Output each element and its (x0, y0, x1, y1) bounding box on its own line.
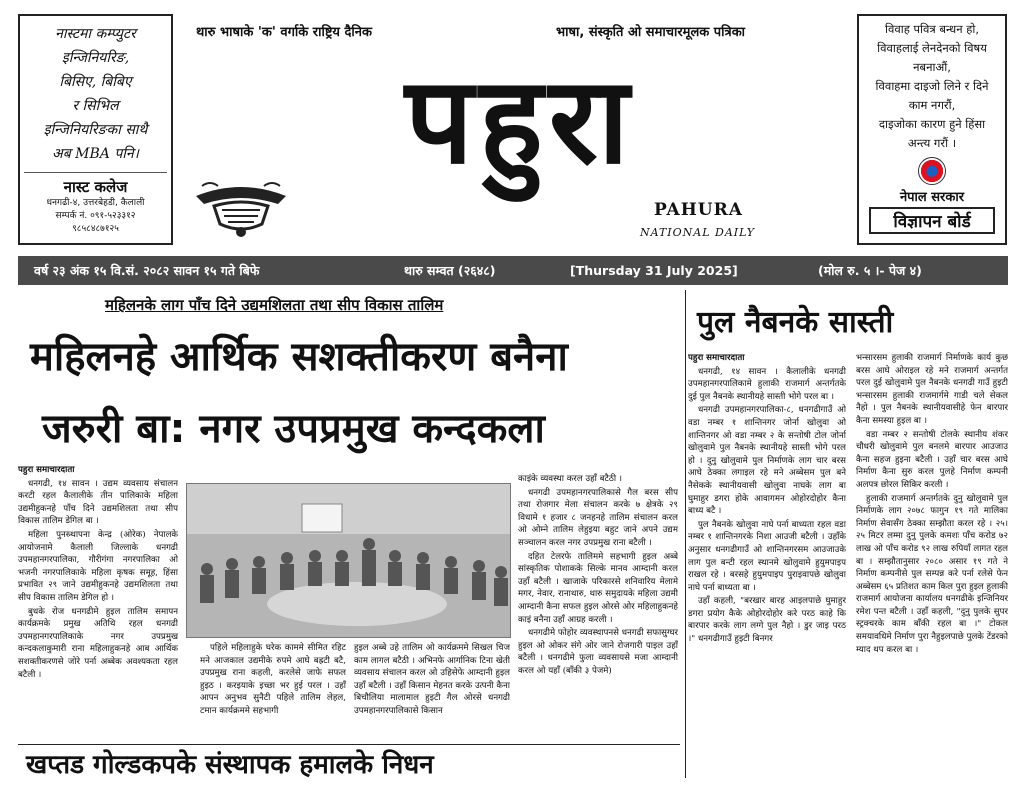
column-divider (685, 290, 686, 778)
ad-line: र सिभिल (72, 98, 119, 114)
issue-date: [Thursday 31 July 2025] (570, 263, 738, 278)
paragraph: काइंके व्यवस्था करल उहाँ बटैठी । (518, 474, 623, 484)
second-headline: पुल नैबनके सास्ती (697, 305, 894, 340)
issue-volume: वर्ष २३ अंक १५ वि.सं. २०८२ सावन १५ गते बिफे (34, 263, 260, 278)
paragraph: धनगढी उपमहानगरपालिका-८, धनगढीगाउँ ओ वडा नम्बर १ शान्तिनगर जोर्ना खोलुवा ओ शान्तिनगर ओ वडा नम्बर २ के सन्तोषी टोल जोर्ना खोलुवामे पुल नैबनके स्थानीयहे सास्ती भोगे परल हो । दुनु खोलुवामे पुल निर्माणके लाग चार बरस आघे ठेक्का लगाइल रहे मने अब्बेसम पुल बने नैसेकके स्थानीयवासी खोलुवा नाघके लाग बा घुमाहुर डगरा होके आवागमन ओहोरदोहोर कैना बाध्य बटै । (688, 405, 846, 517)
paragraph: धनगढी, १४ सावन । कैलालीके धनगढी उपमहानगरपालिकामे हुलाकी राजमार्ग अन्तर्गतके दुई पुल नैबनके स्थानीयहे सास्ती भोगे परल बा । (688, 366, 846, 402)
paragraph: हुलाकी राजमार्ग अन्तर्गतके दुनु खोलुवामे पुल निर्माणके लाग २०७८ फागुन १९ गते मालिका निर्माण सेवासँग ठेक्का सम्झौता करल रहे । २५।२५ मिटर लम्मा दुनु पुलके कमशः पाँच करोड ७२ लाख ओ पाँच करोड ९२ लाख रुपियाँ लागत रहल बा । सम्झौतानुसार २०८० असार १९ गते ने निर्माण कम्पनीसे पुल सम्पन्न करे पर्ना रलेसे फेन अब्बेसम ६५ प्रतिशत काम किल पुरा हुइल हुलाकी राजमार्ग आयोजना कार्यालय धनगढीके इन्जिनियर रमेश पन्त बटैली । उहाँ कहली, "दुनु पुलके सुपर स्ट्रक्चरके काम बाँकी रहल बा ।" टोकल समयावधिमे निर्माण पुरा नैहुइलपाछे पुलके टेंडरको म्याद थप करल बा । (856, 493, 1008, 655)
ad-board: विज्ञापन बोर्ड (869, 207, 995, 234)
tagline-left: थारु भाषाके 'क' वर्गाके राष्ट्रिय दैनिक (196, 25, 372, 40)
newspaper-logo-icon (192, 178, 290, 242)
meeting-photo-image (187, 484, 511, 638)
ad-quote-line: काम नगरौं, (908, 98, 956, 112)
nepal-emblem-icon (918, 157, 946, 185)
tagline-right: भाषा, संस्कृति ओ समाचारमूलक पत्रिका (556, 25, 746, 40)
paragraph: धनगढीमे फोहोर व्यवस्थापनसे धनगढी सफासुग्घर हुइल ओ ओकर संगे ओर जाने रोजगारी पाइल उहाँ बटैली । धनगढीमे फुला व्यवसायसे मजा आम्दानी करल ओ यहाँ (बाँकी ३ पेजमे) (518, 628, 678, 676)
main-story-column-2b (354, 642, 510, 742)
national-daily: NATIONAL DAILY (640, 226, 756, 239)
ad-college-name: नास्ट कलेज (24, 172, 167, 197)
paragraph: धनगढी, १४ सावन । उद्यम व्यवसाय संचालन करटी रहल कैलालीके तीन पालिकाके महिला उद्यमीहुकनहे पाँच दिने उद्यमशिलता तथा सीप विकास तालिम डेगिल बा । (18, 478, 178, 527)
ad-line: बिसिए, बिबिए (59, 74, 132, 90)
byline: पहुरा समाचारदाता (18, 465, 75, 475)
paragraph: महिला पुनस्र्थापना केन्द्र (ओरेक) नेपालके आयोजनामे कैलाली जिल्लाके धनगढी उपमहानगरपालिका, गौरीगंगा नगरपालिका ओ भजनी नगरपालिकाके महिला कृषक समूह, हिंसा प्रभावित २९ जाने उद्यमीहुकनहे उद्यमशिलता तथा सीप विकास तालिम डेगिल हो । (18, 529, 178, 603)
main-headline-1: महिलनहे आर्थिक सशक्तीकरण बनैना (30, 334, 568, 380)
paragraph: धनगढी उपमहानगरपालिकासे गैल बरस सीप तथा रोजगार मेला संचालन करके ७ क्षेत्रके २९ विधामे १ हजार ८ जनहनहे तालिम संचालन करल ओ ओम्ने तालिम लेहुइया बहुट जाने अपने उद्यम सञ्चालन करल नगर उपप्रमुख राना बटैली । (518, 487, 678, 548)
ad-line: इन्जिनियरिङका साथै (43, 122, 148, 138)
ad-quote-line: विवाहमा दाइजो लिने र दिने (875, 79, 989, 93)
paragraph: पुल नैबनके खोलुवा नाघे पर्ना बाध्यता रहल वडा नम्बर १ शान्तिनगरके निशा आउजी बटैली । उहाँके अनुसार धनगढीगाउँ ओ शान्तिनगरसम आउजाउके लाग पुल बन्टी रहल स्थानमे खोलुवामे हुयुमपाइप राखल रहे । बरसहे हुयुमपाइप पुराइवापछे खोलुवा नाघे पर्ना बाध्यता बा । (688, 519, 846, 593)
byline: पहुरा समाचारदाता (688, 353, 745, 363)
paragraph: हुइल अब्बे उहे तालिम ओ कार्यक्रममे सिखल चिज काम लागल बटैठी । अभिनफे आर्गानिक टिना खेती व्यवसाय संचालन करल ओ उहिसेफे आम्दानी हुइल उहाँ बटैली । उहाँ किसान मेहनत करके उत्पनी कैना बिचौलिया मालामाल हुइटी गैल ओरसे धनगढी उपमहानगरपालिकासे किसान (354, 643, 510, 716)
paragraph: बुधके रोज धनगढीमे हुइल तालिम समापन कार्यक्रमके प्रमुख अतिथि रहल धनगढी उपमहानगरपालिकाके नगर उपप्रमुख कन्दकलाकुमारी राना महिलाहुकनहे आब आर्थिक सशक्तीकरणसे जोरे पर्ना अब्बेक अवश्यकता रहल बटैली । (18, 606, 178, 680)
masthead-title: पहुरा (404, 50, 636, 191)
ad-quote-line: विवाहलाई लेनदेनको विषय (877, 41, 987, 55)
ad-line: इन्जिनियरिङ, (61, 50, 130, 66)
main-headline-2: जरुरी बा: नगर उपप्रमुख कन्दकला (42, 406, 545, 452)
tharu-year: थारु सम्वत (२६४८) (404, 263, 496, 278)
ad-quote-line: नबनाऔं, (913, 60, 951, 74)
paragraph: पहिले महिलाहुके घरेक काममे सीमित रहिट मने आजकाल उद्यमीके रुपमे आघे बह्रटी बटै, उपप्रमुख राना कहली, करलेसे जाफे सफल हुइठ । करइयाके इच्छा भर हुई परल । उहाँ आपन अनुभव सुनैटी पहिले तालिम लेहल, टमान कार्यक्रममे सहभागी (200, 643, 346, 716)
ad-quote-line: विवाह पवित्र बन्धन हो, (884, 22, 980, 36)
right-advertisement (857, 14, 1007, 245)
ad-mba: अब MBA पनि। (52, 146, 139, 162)
ad-quote-line: दाइजोका कारण हुने हिंसा (878, 117, 986, 131)
ad-line: नास्टमा कम्प्युटर (55, 26, 136, 42)
ad-quote-line: अन्त्य गरौं । (907, 136, 957, 150)
ad-phone: सम्पर्क नं. ०९१-५२३३१२ (55, 211, 136, 221)
bottom-headline: खप्तड गोल्डकपके संस्थापक हमालके निधन (26, 750, 434, 780)
main-story-column-1 (18, 464, 178, 744)
issue-price: (मोल रु. ५ ।- पेज ४) (818, 263, 922, 278)
ad-government: नेपाल सरकार (899, 190, 965, 205)
main-kicker: महिलनके लाग पाँच दिने उद्यमशिलता तथा सीप विकास तालिम (105, 296, 444, 314)
main-story-column-2a (200, 642, 346, 742)
paragraph: दहित टेलरफे तालिममे सहभागी हुइल अब्बे सांस्कृतिक पोशाकके सिल्के मानव आम्दानी करल उहाँ बटैली । खाजाके परिकारसे शनिवारिय मेलामे मगर, नेवार, रानाथारु, थारु समुदायके महिला उद्यमी आम्दानी कैना सफल हुइल ओरसे ओर महिलाहुकनहे काइं बनैना उहाँ आग्रह करली । (518, 551, 678, 625)
main-story-column-3 (518, 473, 678, 743)
paragraph: भन्सारसम हुलाकी राजमार्ग निर्माणके कार्य कुछ बरस आघे ओराइल रहे मने राजमार्ग अन्तर्गत परल दुई खोलुवामे पुल नैबनके धनगढी गाउँ हुइटी भन्सारसम हुलाकी राजमार्गमे गाडी चले सेकल नैहो । पुल नैबनके स्थानीयवासीहे फेन बारपार कैना समस्या हुइल बा । (856, 353, 1008, 426)
paragraph: वडा नम्बर २ सन्तोषी टोलके स्थानीय शंकर चौधरी खोलुवामे पुल बनलमे बारपार आउजाउ कैना सहज हुइना बटैली । उहाँ चार बरस आघे निर्माण कैना सुरु करल पुलहे निर्माण कम्पनी अलपत्र छोरल सिकिर करली । (856, 429, 1008, 490)
paragraph: उहाँ कहली, "बरखार बारह आइलपाछे घुमाहुर डगरा प्रयोग कैके ओहोरदोहोर करे परठ काहे कि बारपार करके लाग लग्गे पुल नैहो । डुर जाइ परठ ।" धनगढीगाउँ हुइटी बिनगर (688, 596, 846, 645)
second-story-column-1 (688, 352, 846, 778)
ad-address: धनगढी-४, उत्तरबेहडी, कैलाली (46, 198, 145, 208)
ad-phone: ९८५८४८७१२५ (72, 224, 119, 234)
masthead-english: PAHURA (654, 200, 743, 220)
second-story-column-2 (856, 352, 1008, 778)
issue-info-bar (18, 256, 1008, 285)
left-advertisement (18, 14, 173, 245)
news-photo (186, 483, 511, 638)
